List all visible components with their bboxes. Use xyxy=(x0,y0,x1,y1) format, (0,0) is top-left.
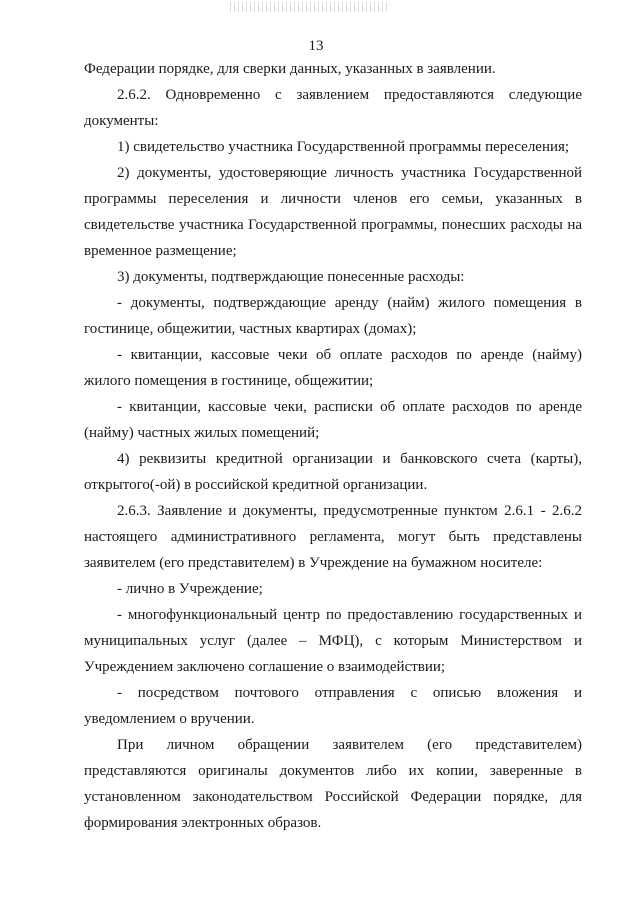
list-item: - документы, подтверждающие аренду (найм) жилого помещения в гостинице, общежитии, частных квартирах (домах); xyxy=(84,295,582,337)
list-item: 3) документы, подтверждающие понесенные расходы: xyxy=(117,269,465,285)
list-item: 1) свидетельство участника Государственной программы переселения; xyxy=(117,139,570,155)
list-item: 4) реквизиты кредитной организации и банковского счета (карты), открытого(-ой) в российской кредитной организации. xyxy=(84,451,582,493)
list-item: - квитанции, кассовые чеки об оплате расходов по аренде (найму) жилого помещения в гостинице, общежитии; xyxy=(84,347,582,389)
paragraph: 2.6.2. Одновременно с заявлением предоставляются следующие документы: xyxy=(84,87,582,129)
paragraph: 2.6.3. Заявление и документы, предусмотренные пунктом 2.6.1 - 2.6.2 настоящего административного регламента, могут быть представлены заявителем (его представителем) в Учреждение на бумажном носителе: xyxy=(84,503,582,571)
list-item: - лично в Учреждение; xyxy=(117,581,263,597)
document-body xyxy=(84,56,582,836)
list-item: - многофункциональный центр по предоставлению государственных и муниципальных услуг (далее – МФЦ), с которым Министерством и Учреждением заключено соглашение о взаимодействии; xyxy=(84,607,582,675)
paragraph: Федерации порядке, для сверки данных, указанных в заявлении. xyxy=(84,61,496,77)
page-number: 13 xyxy=(308,38,324,54)
list-item: 2) документы, удостоверяющие личность участника Государственной программы переселения и личности членов его семьи, указанных в свидетельстве участника Государственной программы, понесших расходы на временное размещение; xyxy=(84,165,582,259)
scan-artifact xyxy=(230,2,390,12)
paragraph: При личном обращении заявителем (его представителем) представляются оригиналы документов либо их копии, заверенные в установленном законодательством Российской Федерации порядке, для формирования электронных образов. xyxy=(84,737,582,831)
list-item: - квитанции, кассовые чеки, расписки об оплате расходов по аренде (найму) частных жилых помещений; xyxy=(84,399,582,441)
list-item: - посредством почтового отправления с описью вложения и уведомлением о вручении. xyxy=(84,685,582,727)
